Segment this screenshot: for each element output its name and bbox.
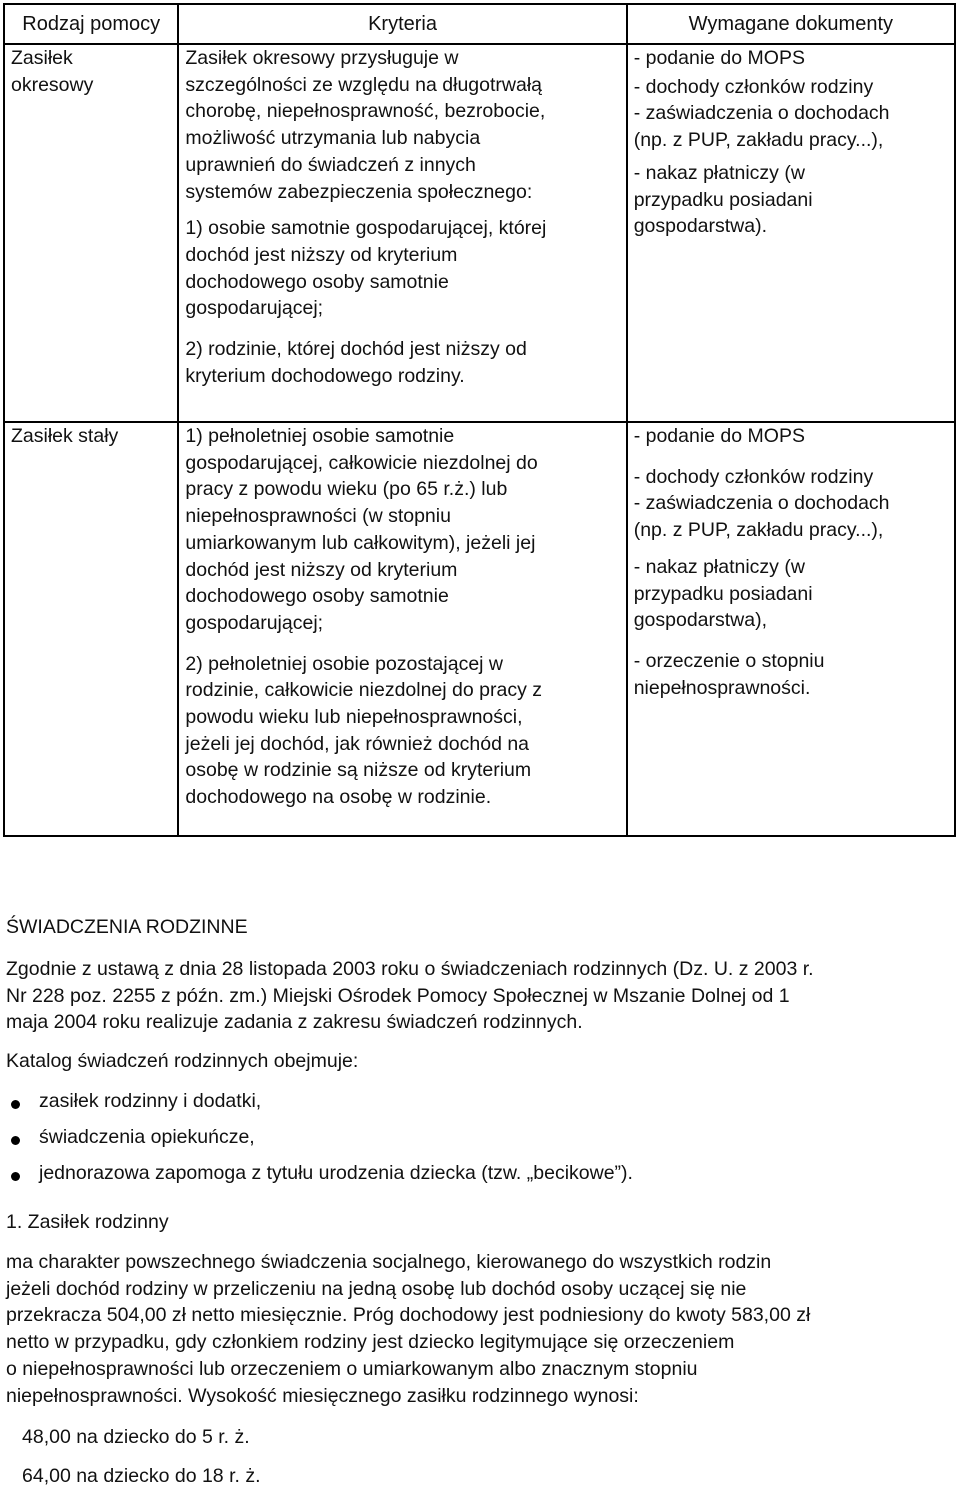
- document-line: - podanie do MOPS: [633, 425, 805, 447]
- aid-type-line: okresowy: [11, 73, 94, 96]
- documents-cell: [627, 422, 955, 836]
- body-line: przekracza 504,00 zł netto miesięcznie. Próg dochodowy jest podniesiony do kwoty 583,00 zł: [6, 1304, 811, 1327]
- catalog-list: [6, 1090, 956, 1185]
- body-line: niepełnosprawności. Wysokość miesięcznego zasiłku rodzinnego wynosi:: [6, 1384, 639, 1407]
- table-header-row: [4, 4, 955, 44]
- document-line: - dochody członków rodziny: [633, 75, 874, 98]
- document-line: przypadku posiadani: [633, 188, 813, 211]
- list-item: świadczenia opiekuńcze,: [6, 1126, 956, 1149]
- document-line: - nakaz płatniczy (w: [633, 161, 805, 184]
- criteria-cell: [178, 422, 626, 836]
- criteria-line: dochodowego osoby samotnie: [185, 585, 449, 608]
- aid-type-cell: [4, 44, 178, 422]
- column-header: Wymagane dokumenty: [627, 4, 955, 44]
- list-item: jednorazowa zapomoga z tytułu urodzenia dziecka (tzw. „becikowe”).: [6, 1162, 956, 1185]
- criteria-line: gospodarującej, całkowicie niezdolnej do: [185, 451, 538, 474]
- criteria-line: 2) pełnoletniej osobie pozostającej w: [185, 652, 504, 675]
- list-item: zasiłek rodzinny i dodatki,: [6, 1090, 956, 1113]
- criteria-line: uprawnień do świadczeń z innych: [185, 153, 476, 176]
- catalog-label: Katalog świadczeń rodzinnych obejmuje:: [6, 1050, 359, 1072]
- intro-paragraph: [6, 956, 956, 1036]
- aid-type-line: Zasiłek: [11, 47, 73, 69]
- criteria-line: gospodarującej;: [185, 297, 324, 320]
- criteria-line: dochodowego na osobę w rodzinie.: [185, 786, 492, 809]
- criteria-line: pracy z powodu wieku (po 65 r.ż.) lub: [185, 478, 508, 501]
- criteria-line: jeżeli jej dochód, jak również dochód na: [185, 732, 530, 755]
- document-line: - zaświadczenia o dochodach: [633, 102, 890, 125]
- intro-line: Nr 228 poz. 2255 z późn. zm.) Miejski Ośrodek Pomocy Społecznej w Mszanie Dolnej od 1: [6, 984, 790, 1007]
- criteria-line: dochód jest niższy od kryterium: [185, 243, 458, 266]
- document-line: - nakaz płatniczy (w: [633, 555, 805, 578]
- criteria-line: kryterium dochodowego rodziny.: [185, 364, 465, 387]
- aid-type-line: Zasiłek stały: [11, 425, 119, 447]
- criteria-line: dochodowego osoby samotnie: [185, 270, 449, 293]
- column-header: Kryteria: [178, 4, 626, 44]
- criteria-line: umiarkowanym lub całkowitym), jeżeli jej: [185, 531, 536, 554]
- criteria-line: chorobę, niepełnosprawność, bezrobocie,: [185, 100, 546, 123]
- criteria-line: osobę w rodzinie są niższe od kryterium: [185, 759, 532, 782]
- criteria-line: systemów zabezpieczenia społecznego:: [185, 180, 533, 203]
- sub-heading: 1. Zasiłek rodzinny: [6, 1211, 169, 1233]
- documents-cell: [627, 44, 955, 422]
- criteria-line: niepełnosprawności (w stopniu: [185, 505, 451, 528]
- criteria-line: 2) rodzinie, której dochód jest niższy od: [185, 338, 527, 361]
- document-line: (np. z PUP, zakładu pracy...),: [633, 519, 884, 542]
- document-line: - zaświadczenia o dochodach: [633, 492, 890, 515]
- document-line: - podanie do MOPS: [633, 47, 805, 69]
- body-line: ma charakter powszechnego świadczenia socjalnego, kierowanego do wszystkich rodzin: [6, 1251, 772, 1273]
- document-line: (np. z PUP, zakładu pracy...),: [633, 129, 884, 152]
- table-row: [4, 44, 955, 422]
- criteria-line: dochód jest niższy od kryterium: [185, 558, 458, 581]
- criteria-line: szczególności ze względu na długotrwałą: [185, 73, 543, 96]
- body-line: o niepełnosprawności lub orzeczeniem o umiarkowanym albo znacznym stopniu: [6, 1357, 698, 1380]
- intro-line: maja 2004 roku realizuje zadania z zakresu świadczeń rodzinnych.: [6, 1011, 583, 1034]
- document-line: gospodarstwa).: [633, 215, 768, 238]
- criteria-line: powodu wieku lub niepełnosprawności,: [185, 706, 523, 729]
- table-row: [4, 422, 955, 836]
- document-line: niepełnosprawności.: [633, 676, 811, 699]
- aid-table: [3, 3, 956, 837]
- criteria-cell: [178, 44, 626, 422]
- body-line: netto w przypadku, gdy członkiem rodziny jest dziecko legitymujące się orzeczeniem: [6, 1331, 735, 1354]
- criteria-line: Zasiłek okresowy przysługuje w: [185, 47, 459, 69]
- document-line: - orzeczenie o stopniu: [633, 649, 825, 672]
- section-heading: ŚWIADCZENIA RODZINNE: [6, 916, 248, 938]
- amount-line: 48,00 na dziecko do 5 r. ż.: [22, 1426, 250, 1448]
- criteria-line: możliwość utrzymania lub nabycia: [185, 127, 481, 150]
- document-line: gospodarstwa),: [633, 609, 768, 632]
- aid-type-cell: [4, 422, 178, 836]
- criteria-line: gospodarującej;: [185, 611, 324, 634]
- criteria-line: 1) osobie samotnie gospodarującej, której: [185, 217, 547, 240]
- intro-line: Zgodnie z ustawą z dnia 28 listopada 2003 roku o świadczeniach rodzinnych (Dz. U. z 2003 r.: [6, 958, 814, 980]
- column-header: Rodzaj pomocy: [4, 4, 178, 44]
- criteria-line: rodzinie, całkowicie niezdolnej do pracy z: [185, 679, 542, 702]
- document-line: przypadku posiadani: [633, 582, 813, 605]
- document-line: - dochody członków rodziny: [633, 465, 874, 488]
- amount-line: 64,00 na dziecko do 18 r. ż.: [22, 1465, 261, 1487]
- criteria-line: 1) pełnoletniej osobie samotnie: [185, 425, 455, 447]
- body-line: jeżeli dochód rodziny w przeliczeniu na jedną osobę lub dochód osoby uczącej się nie: [6, 1277, 747, 1300]
- body-paragraph: [6, 1249, 956, 1409]
